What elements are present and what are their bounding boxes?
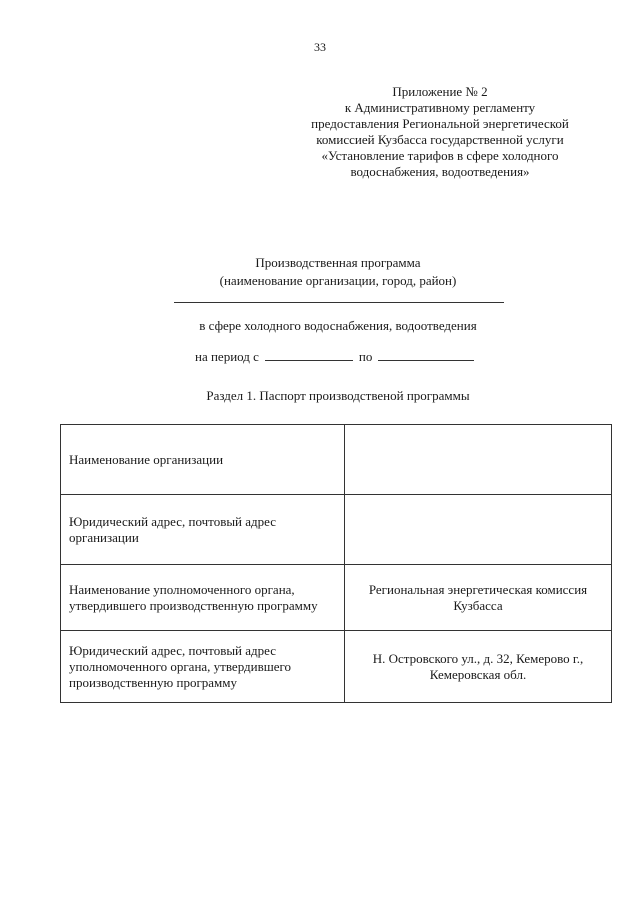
organization-blank-line (174, 302, 504, 303)
program-scope: в сфере холодного водоснабжения, водоотведения (199, 318, 477, 333)
period-prefix: на период с (195, 349, 259, 364)
row-value (345, 495, 612, 565)
program-title: Производственная программа (255, 255, 421, 270)
appendix-line: водоснабжения, водоотведения» (350, 164, 530, 179)
appendix-line: Приложение № 2 (392, 84, 488, 99)
passport-table (60, 424, 612, 703)
appendix-line: комиссией Кузбасса государственной услуги (316, 132, 564, 147)
period-line (195, 348, 474, 365)
row-label: Юридический адрес, почтовый адрес организации (61, 495, 345, 565)
row-value: Региональная энергетическая комиссия Кузбасса (345, 565, 612, 631)
period-end-blank (378, 348, 474, 361)
table-row (61, 425, 612, 495)
row-value (345, 425, 612, 495)
row-label: Юридический адрес, почтовый адрес уполномоченного органа, утвердившего производственную программу (61, 631, 345, 703)
appendix-line: предоставления Региональной энергетической (311, 116, 569, 131)
row-label: Наименование организации (61, 425, 345, 495)
page-number: 33 (314, 40, 326, 54)
row-label: Наименование уполномоченного органа, утвердившего производственную программу (61, 565, 345, 631)
appendix-header (282, 84, 598, 180)
table-row (61, 631, 612, 703)
period-start-blank (265, 348, 353, 361)
program-subtitle: (наименование организации, город, район) (219, 273, 457, 288)
appendix-line: «Установление тарифов в сфере холодного (321, 148, 559, 163)
table-row (61, 495, 612, 565)
table-row (61, 565, 612, 631)
period-mid: по (358, 349, 373, 364)
program-heading (0, 254, 640, 290)
section-title: Раздел 1. Паспорт производственой программы (206, 388, 470, 403)
row-value: Н. Островского ул., д. 32, Кемерово г., Кемеровская обл. (345, 631, 612, 703)
appendix-line: к Административному регламенту (344, 100, 536, 115)
